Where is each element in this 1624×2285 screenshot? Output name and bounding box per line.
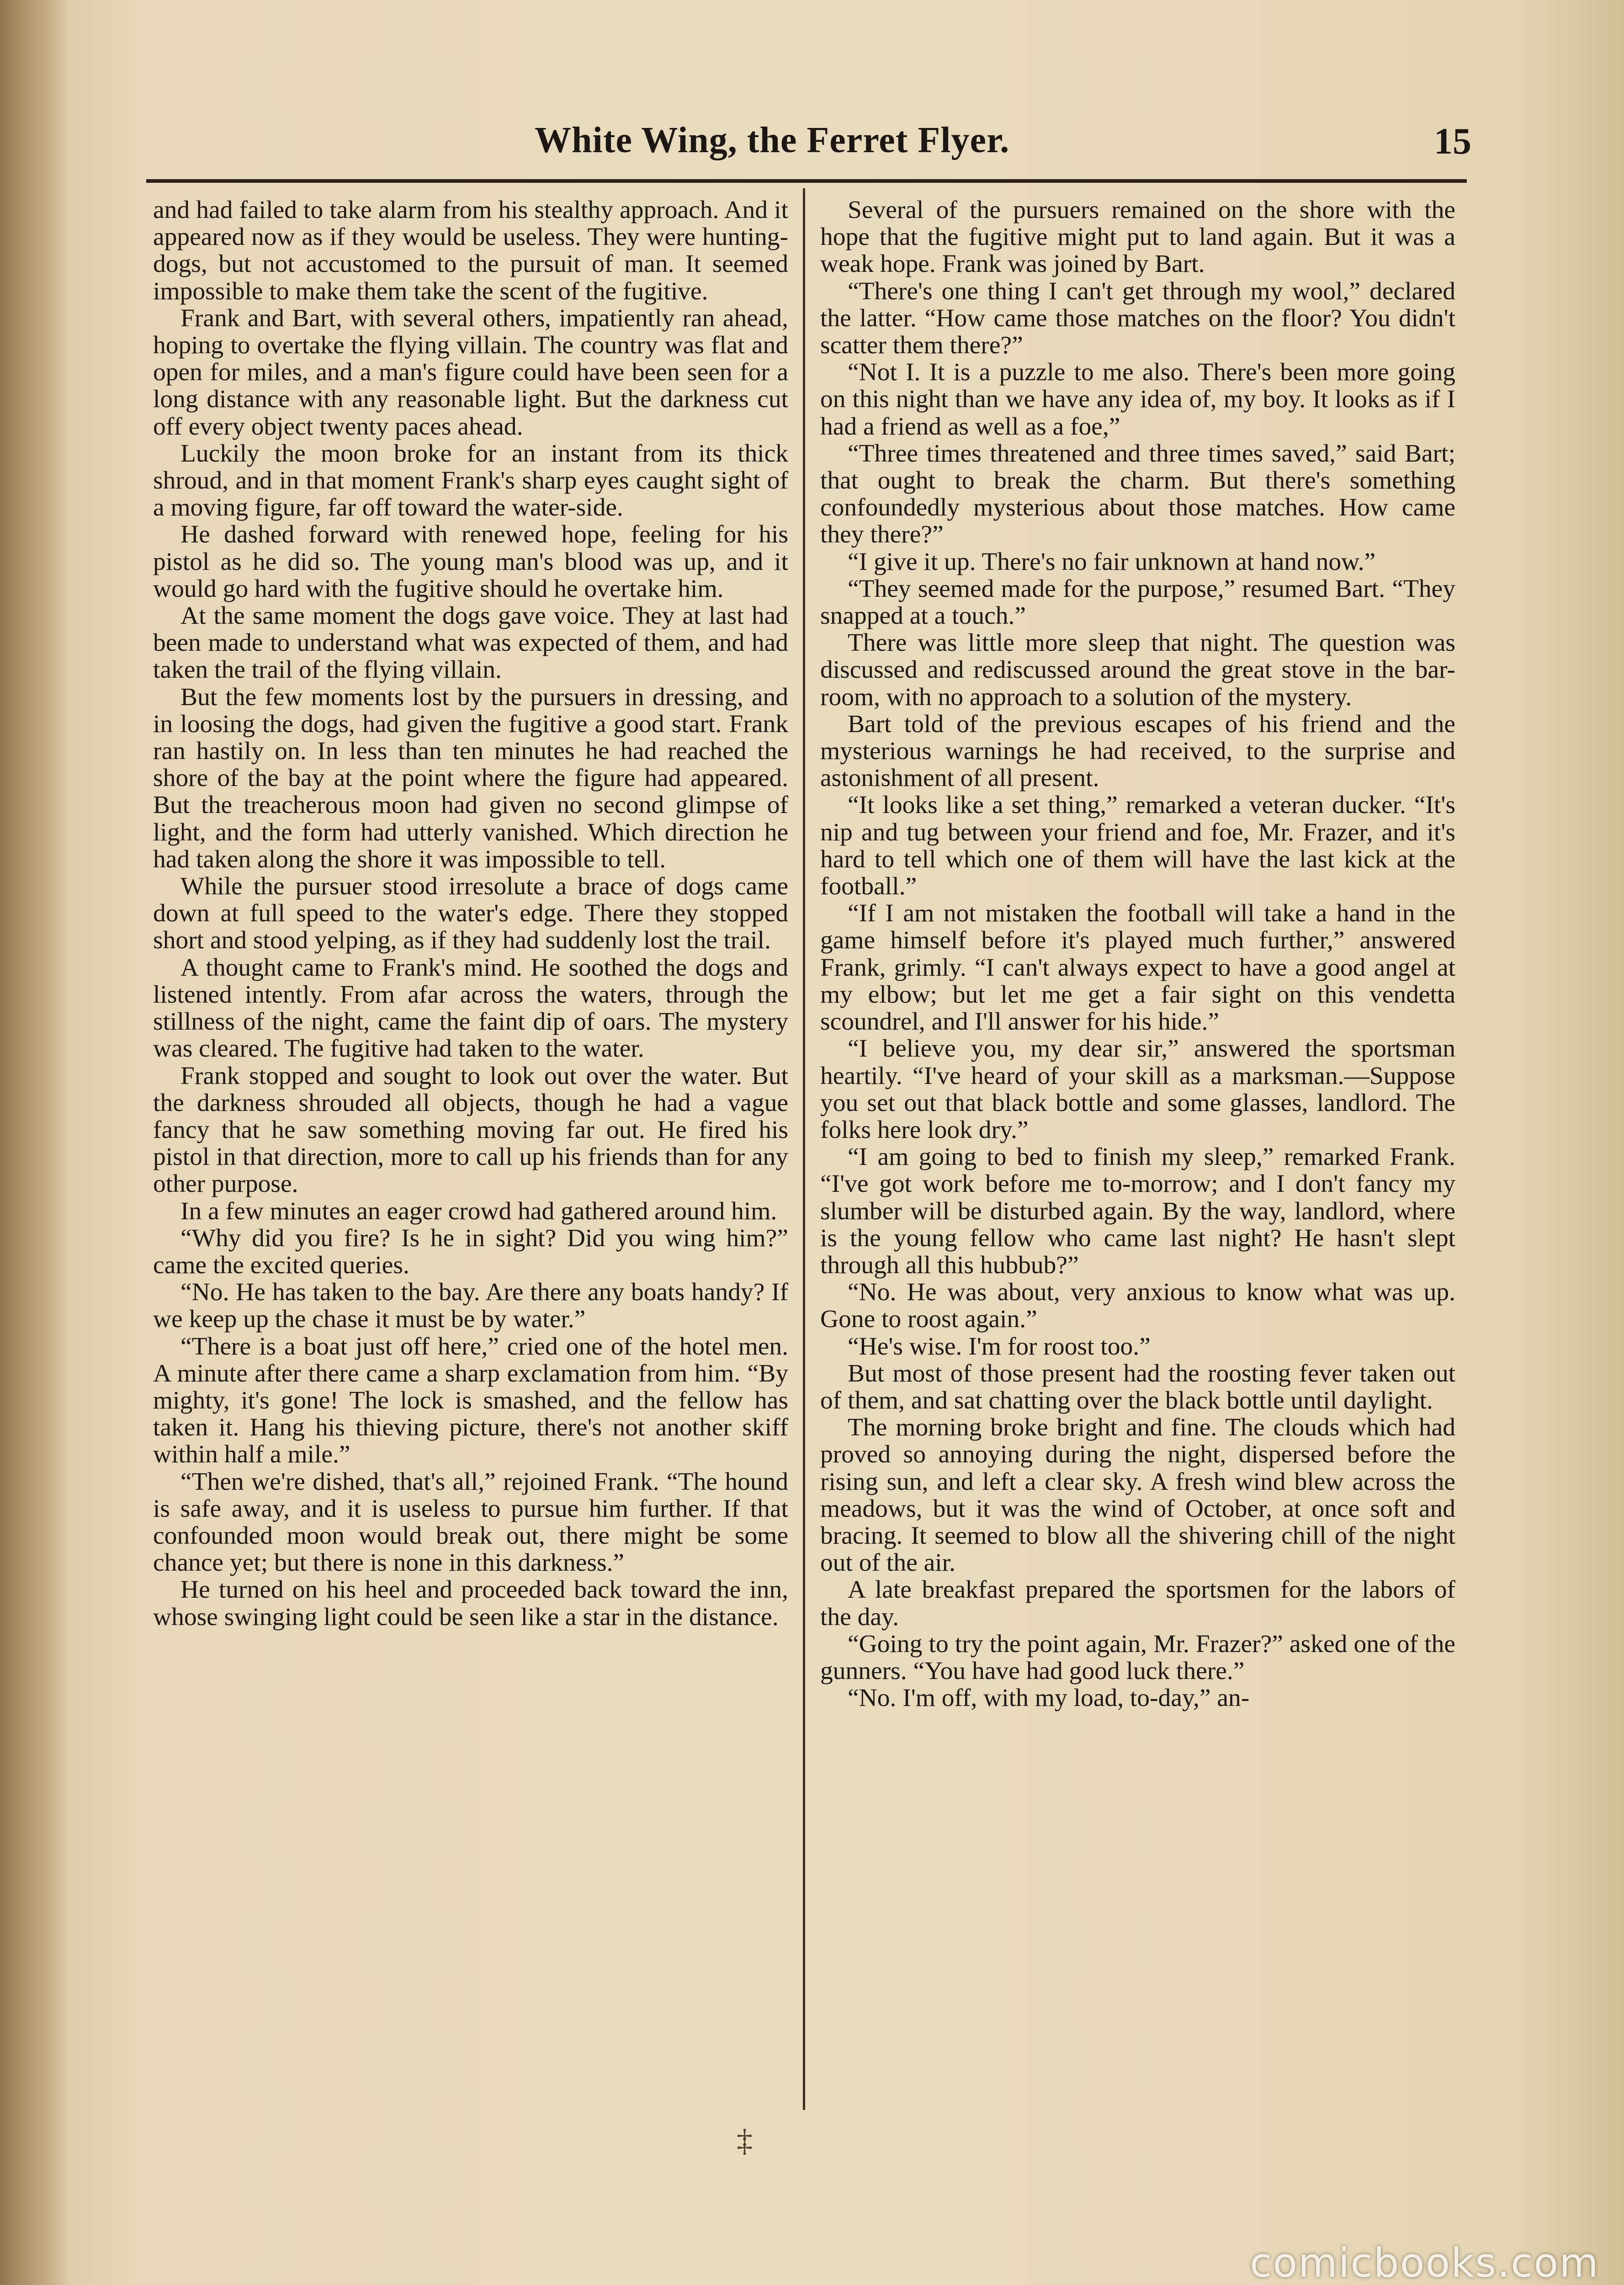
paragraph: and had failed to take alarm from his stealthy approach. And it appeared now as if they would be useless. They were hunting-dogs, but not accustomed to the pursuit of man. It seemed impossible to make them take the scent of the fugitive.	[153, 196, 788, 305]
page-number: 15	[1434, 120, 1471, 162]
paragraph: “Going to try the point again, Mr. Frazer?” asked one of the gunners. “You have had good luck there.”	[820, 1630, 1455, 1685]
right-column	[820, 197, 1455, 1711]
paragraph: Luckily the moon broke for an instant from its thick shroud, and in that moment Frank's sharp eyes caught sight of a moving figure, far off toward the water-side.	[153, 439, 788, 522]
watermark: comicbooks.com	[1249, 2239, 1599, 2285]
paragraph: Frank stopped and sought to look out over the water. But the darkness shrouded all objects, though he had a vague fancy that he saw something moving far out. He fired his pistol in that direction, more to call up his friends than for any other purpose.	[153, 1062, 788, 1198]
binding-shadow	[0, 0, 69, 2285]
paragraph: “No. I'm off, with my load, to-day,” an-	[848, 1684, 1250, 1712]
paragraph: “He's wise. I'm for roost too.”	[848, 1332, 1151, 1360]
paragraph: “There's one thing I can't get through my wool,” declared the latter. “How came those matches on the floor? You didn't scatter them there?”	[820, 277, 1455, 360]
paragraph: At the same moment the dogs gave voice. They at last had been made to understand what was expected of them, and had taken the trail of the flying villain.	[153, 602, 788, 684]
paragraph: “No. He has taken to the bay. Are there any boats handy? If we keep up the chase it must be by water.”	[153, 1278, 788, 1334]
column-divider	[803, 188, 805, 2110]
paragraph: He turned on his heel and proceeded back toward the inn, whose swinging light could be seen like a star in the distance.	[153, 1576, 788, 1631]
paragraph: “They seemed made for the purpose,” resumed Bart. “They snapped at a touch.”	[820, 574, 1455, 630]
paragraph: “If I am not mistaken the football will take a hand in the game himself before it's played much further,” answered Frank, grimly. “I can't always expect to have a good angel at my elbow; but let me get a fair sight on this vendetta scoundrel, and I'll answer for his hide.”	[820, 899, 1455, 1036]
paragraph: There was little more sleep that night. The question was discussed and rediscussed around the great stove in the bar-room, with no approach to a solution of the mystery.	[820, 629, 1455, 711]
paragraph: While the pursuer stood irresolute a brace of dogs came down at full speed to the water's edge. There they stopped short and stood yelping, as if they had suddenly lost the trail.	[153, 872, 788, 955]
paragraph: “It looks like a set thing,” remarked a veteran ducker. “It's nip and tug between your friend and foe, Mr. Frazer, and it's hard to tell which one of them will have the last kick at the football.”	[820, 791, 1455, 901]
paragraph: The morning broke bright and fine. The clouds which had proved so annoying during the night, dispersed before the rising sun, and left a clear sky. A fresh wind blew across the meadows, but it was the wind of October, at once soft and bracing. It seemed to blow all the shivering chill of the night out of the air.	[820, 1414, 1455, 1577]
paragraph: “I give it up. There's no fair unknown at hand now.”	[848, 547, 1376, 576]
paragraph: In a few minutes an eager crowd had gathered around him.	[180, 1197, 777, 1225]
paragraph: He dashed forward with renewed hope, feeling for his pistol as he did so. The young man's blood was up, and it would go hard with the fugitive should he overtake him.	[153, 521, 788, 603]
paragraph: Frank and Bart, with several others, impatiently ran ahead, hoping to overtake the flying villain. The country was flat and open for miles, and a man's figure could have been seen for a long distance with any reasonable light. But the darkness cut off every object twenty paces ahead.	[153, 304, 788, 441]
paragraph: “No. He was about, very anxious to know what was up. Gone to roost again.”	[820, 1278, 1455, 1334]
paragraph: A thought came to Frank's mind. He soothed the dogs and listened intently. From afar across the waters, through the stillness of the night, came the faint dip of oars. The mystery was cleared. The fugitive had taken to the water.	[153, 953, 788, 1063]
paragraph: “There is a boat just off here,” cried one of the hotel men. A minute after there came a sharp exclamation from him. “By mighty, it's gone! The lock is smashed, and the fellow has taken it. Hang his thieving picture, there's not another skiff within half a mile.”	[153, 1332, 788, 1469]
paragraph: “Why did you fire? Is he in sight? Did you wing him?” came the excited queries.	[153, 1224, 788, 1279]
paragraph: “I believe you, my dear sir,” answered the sportsman heartily. “I've heard of your skill as a marksman.—Suppose you set out that black bottle and some glasses, landlord. The folks here look dry.”	[820, 1035, 1455, 1144]
paragraph: “Not I. It is a puzzle to me also. There's been more going on this night than we have any idea of, my boy. It looks as if I had a friend as well as a foe,”	[820, 358, 1455, 441]
header-rule	[146, 179, 1467, 183]
running-title: White Wing, the Ferret Flyer.	[535, 120, 1010, 160]
paragraph: But the few moments lost by the pursuers in dressing, and in loosing the dogs, had given the fugitive a good start. Frank ran hastily on. In less than ten minutes he had reached the shore of the bay at the point where the figure had appeared. But the treacherous moon had given no second glimpse of light, and the form had utterly vanished. Which direction he had taken along the shore it was impossible to tell.	[153, 683, 788, 873]
paragraph: Several of the pursuers remained on the shore with the hope that the fugitive might put to land again. But it was a weak hope. Frank was joined by Bart.	[820, 196, 1455, 278]
paragraph: “I am going to bed to finish my sleep,” remarked Frank. “I've got work before me to-morrow; and I don't fancy my slumber will be disturbed again. By the way, landlord, where is the young fellow who came last night? He hasn't slept through all this hubbub?”	[820, 1143, 1455, 1279]
paragraph: But most of those present had the roosting fever taken out of them, and sat chatting over the black bottle until daylight.	[820, 1359, 1455, 1414]
paragraph: A late breakfast prepared the sportsmen for the labors of the day.	[820, 1576, 1455, 1631]
left-column	[153, 197, 788, 1631]
fold-mark: ‡	[737, 2123, 753, 2158]
paragraph: “Three times threatened and three times saved,” said Bart; that ought to break the charm. But there's something confoundedly mysterious about those matches. How came they there?”	[820, 439, 1455, 549]
paragraph: Bart told of the previous escapes of his friend and the mysterious warnings he had received, to the surprise and astonishment of all present.	[820, 710, 1455, 792]
paragraph: “Then we're dished, that's all,” rejoined Frank. “The hound is safe away, and it is useless to pursue him further. If that confounded moon would break out, there might be some chance yet; but there is none in this darkness.”	[153, 1467, 788, 1577]
